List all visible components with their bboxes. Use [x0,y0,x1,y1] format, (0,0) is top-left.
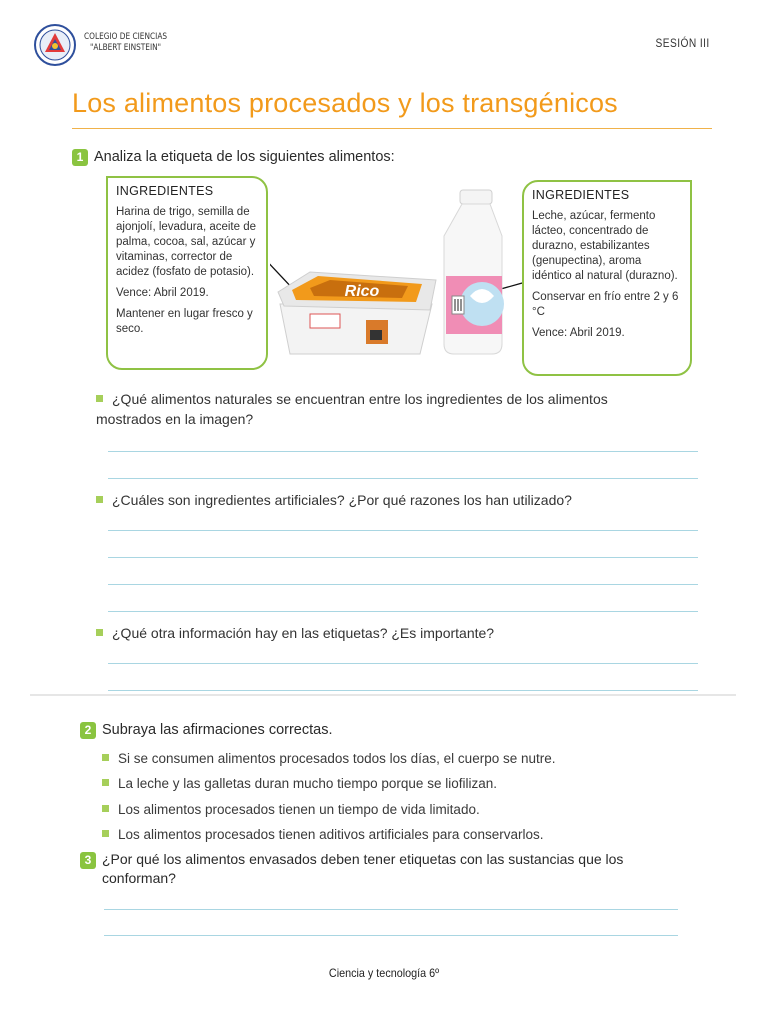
answer-line[interactable] [108,451,698,452]
answer-line[interactable] [108,690,698,691]
label-expiry: Vence: Abril 2019. [532,327,625,339]
bullet-square-icon [96,496,103,503]
bullet-square-icon [102,754,109,761]
question-2: ¿Cuáles son ingredientes artificiales? ¿Por qué razones los han utilizado? [96,490,696,510]
activity-number: 2 [80,722,96,739]
activity-2-instruction: Subraya las afirmaciones correctas. [102,722,333,738]
question-3: ¿Qué otra información hay en las etiquetas? ¿Es importante? [96,623,696,643]
bullet-square-icon [102,830,109,837]
label-heading: INGREDIENTES [532,188,630,202]
activity-number: 3 [80,852,96,869]
answer-line[interactable] [104,935,678,936]
title-divider [72,128,712,129]
section-divider [30,694,736,696]
label-ingredients: Harina de trigo, semilla de ajonjolí, levadura, aceite de palma, cocoa, sal, azúcar y vitaminas, corrector de acidez (fosfato de potasio). [116,206,257,278]
page-title: Los alimentos procesados y los transgénicos [72,88,618,118]
bullet-square-icon [102,779,109,786]
answer-line[interactable] [108,478,698,479]
answer-line[interactable] [108,530,698,531]
school-logo [34,24,76,66]
label-ingredients: Leche, azúcar, fermento lácteo, concentrado de durazno, estabilizantes (genupectina), aroma idéntico al natural (durazno). [532,210,678,282]
answer-line[interactable] [108,584,698,585]
activity-3 [80,850,700,888]
statement-2[interactable]: La leche y las galletas duran mucho tiempo porque se liofilizan. [102,773,497,793]
answer-line[interactable] [108,663,698,664]
activity-2-heading [80,722,333,739]
ingredients-label-right [522,180,692,376]
school-name: COLEGIO DE CIENCIAS "ALBERT EINSTEIN" [84,32,168,53]
activity-1-heading [72,149,395,166]
package-brand-text: Rico [344,283,380,300]
label-storage: Mantener en lugar fresco y seco. [116,308,253,335]
session-label: SESIÓN III [655,36,710,50]
activity-3-question: ¿Por qué los alimentos envasados deben tener etiquetas con las sustancias que los conforman? [102,851,624,886]
answer-line[interactable] [108,611,698,612]
bullet-square-icon [96,395,103,402]
label-storage: Conservar en frío entre 2 y 6 °C [532,291,679,318]
activity-number: 1 [72,149,88,166]
yogurt-bottle [444,190,504,354]
statement-4[interactable]: Los alimentos procesados tienen aditivos artificiales para conservarlos. [102,824,543,844]
bullet-square-icon [96,629,103,636]
statement-3[interactable]: Los alimentos procesados tienen un tiempo de vida limitado. [102,799,480,819]
cookie-tray-package [278,272,436,354]
ingredients-label-left [106,176,268,370]
label-heading: INGREDIENTES [116,184,214,198]
bullet-square-icon [102,805,109,812]
question-1: ¿Qué alimentos naturales se encuentran entre los ingredientes de los alimentos mostrados en la imagen? [96,391,608,427]
page-footer: Ciencia y tecnología 6º [328,966,440,980]
answer-line[interactable] [108,557,698,558]
food-packages-illustration [270,184,522,364]
answer-line[interactable] [104,909,678,910]
label-expiry: Vence: Abril 2019. [116,287,209,299]
activity-1-instruction: Analiza la etiqueta de los siguientes alimentos: [94,149,395,165]
statement-1[interactable]: Si se consumen alimentos procesados todos los días, el cuerpo se nutre. [102,748,556,768]
